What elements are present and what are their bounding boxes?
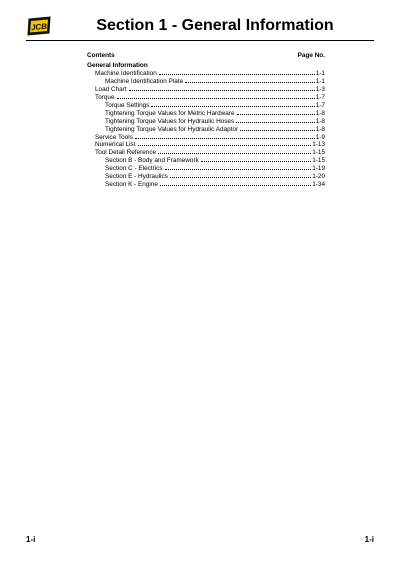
toc-entry-label: Tightening Torque Values for Metric Hardware bbox=[105, 109, 235, 117]
toc-entry-label: Section E - Hydraulics bbox=[105, 173, 168, 181]
toc-entry-page: 1-3 bbox=[315, 85, 325, 93]
dot-leader bbox=[236, 122, 315, 123]
toc-entry[interactable] bbox=[87, 165, 325, 173]
footer-page-number-right: 1-i bbox=[364, 535, 374, 544]
dot-leader bbox=[151, 106, 314, 107]
toc-entry-page: 1-7 bbox=[315, 93, 325, 101]
toc-entry[interactable] bbox=[87, 141, 325, 149]
toc-entry-label: Section B - Body and Framework bbox=[105, 157, 199, 165]
toc-entry[interactable] bbox=[87, 173, 325, 181]
toc-entry[interactable] bbox=[87, 157, 325, 165]
dot-leader bbox=[160, 185, 311, 186]
toc-entry-label: Torque Settings bbox=[105, 101, 150, 109]
toc-entry[interactable] bbox=[87, 86, 325, 94]
toc-entry[interactable] bbox=[87, 78, 325, 86]
toc-entry[interactable] bbox=[87, 102, 325, 110]
dot-leader bbox=[240, 130, 315, 131]
toc-entry-page: 1-13 bbox=[312, 141, 325, 149]
toc-entry-label: Tool Detail Reference bbox=[95, 149, 157, 157]
contents-label: Contents bbox=[87, 52, 115, 59]
toc-entry-page: 1-9 bbox=[315, 133, 325, 141]
page-title: Section 1 - General Information bbox=[96, 17, 334, 34]
toc-entry-page: 1-1 bbox=[315, 69, 325, 77]
dot-leader bbox=[159, 74, 315, 75]
toc-entry-label: Section K - Engine bbox=[105, 181, 158, 189]
toc-entry[interactable] bbox=[87, 70, 325, 78]
toc-entry[interactable] bbox=[87, 110, 325, 118]
dot-leader bbox=[117, 98, 315, 99]
toc-entry[interactable] bbox=[87, 149, 325, 157]
toc-entry-page: 1-20 bbox=[312, 173, 325, 181]
footer-page-number-left: 1-i bbox=[26, 535, 36, 544]
toc-entry[interactable] bbox=[87, 126, 325, 134]
toc-entry-label: Service Tools bbox=[95, 133, 133, 141]
logo-text: JCB bbox=[30, 21, 48, 33]
toc-section-title: General Information bbox=[87, 61, 148, 69]
dot-leader bbox=[185, 82, 315, 83]
toc-entry-page: 1-19 bbox=[312, 165, 325, 173]
dot-leader bbox=[129, 90, 315, 91]
toc-entry-page: 1-1 bbox=[315, 77, 325, 85]
dot-leader bbox=[201, 161, 311, 162]
toc-entry[interactable] bbox=[87, 181, 325, 189]
toc-entry-label: Torque bbox=[95, 93, 115, 101]
toc-header bbox=[87, 52, 325, 60]
toc-entry[interactable] bbox=[87, 118, 325, 126]
page-no-label: Page No. bbox=[297, 52, 325, 59]
jcb-logo bbox=[26, 16, 52, 36]
toc-entry-label: Tightening Torque Values for Hydraulic Adaptor bbox=[105, 125, 239, 133]
toc-entry[interactable] bbox=[87, 94, 325, 102]
toc-entry-page: 1-7 bbox=[315, 101, 325, 109]
toc-entry-page: 1-34 bbox=[312, 181, 325, 189]
toc-entry-label: Numerical List bbox=[95, 141, 136, 149]
toc-entry-label: Load Chart bbox=[95, 85, 127, 93]
toc-entry-page: 1-8 bbox=[315, 109, 325, 117]
toc-entry-label: Tightening Torque Values for Hydraulic Hoses bbox=[105, 117, 235, 125]
dot-leader bbox=[135, 138, 315, 139]
toc-entry-label: Machine Identification Plate bbox=[105, 77, 184, 85]
toc-entry-label: Section C - Electrics bbox=[105, 165, 163, 173]
toc-entry-label: Machine Identification bbox=[95, 69, 157, 77]
dot-leader bbox=[237, 114, 315, 115]
toc-entry-page: 1-8 bbox=[315, 117, 325, 125]
toc-entry-page: 1-15 bbox=[312, 149, 325, 157]
dot-leader bbox=[158, 153, 311, 154]
toc-entry[interactable] bbox=[87, 134, 325, 142]
dot-leader bbox=[138, 145, 312, 146]
dot-leader bbox=[170, 177, 311, 178]
toc-entry-page: 1-8 bbox=[315, 125, 325, 133]
dot-leader bbox=[165, 169, 312, 170]
toc-entry-page: 1-15 bbox=[312, 157, 325, 165]
header-rule bbox=[26, 40, 374, 41]
table-of-contents bbox=[87, 52, 325, 189]
